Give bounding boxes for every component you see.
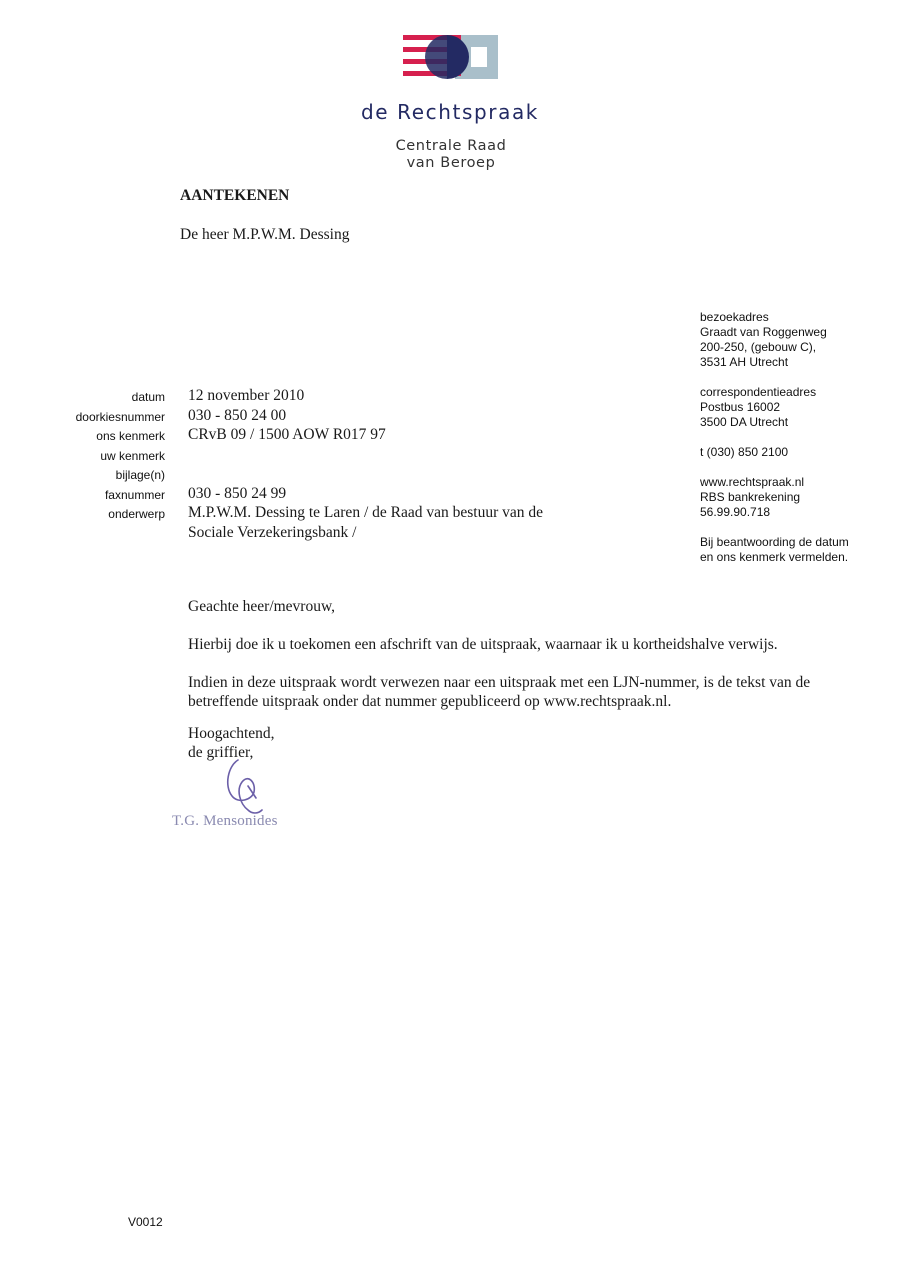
field-value: 030 - 850 24 99 [188,484,287,502]
web-bank-block [700,475,895,520]
org-subtitle-line1: Centrale Raad [395,138,507,154]
field-value: CRvB 09 / 1500 AOW R017 97 [188,426,386,443]
field-value: Sociale Verzekeringsbank / [188,523,357,541]
org-subtitle-line2: van Beroep [406,155,496,171]
field-row-fax [40,484,600,504]
field-row-subject-continued [40,523,600,543]
bank-label: RBS bankrekening [700,490,801,504]
closing-greeting: Hoogachtend, [188,725,275,742]
visit-address [700,310,895,370]
phone: t (030) 850 2100 [700,445,789,459]
document-code: V0012 [128,1215,163,1229]
field-label: doorkiesnummer [75,409,165,424]
rechtspraak-logo-icon [403,33,499,81]
field-label: onderwerp [108,507,165,521]
field-row-date [40,386,600,406]
field-row-subject [40,503,600,523]
field-value: 030 - 850 24 00 [188,406,287,424]
reference-fields [40,386,600,542]
closing-role: de griffier, [188,744,254,761]
field-label: datum [131,390,165,404]
reply-note-line1: Bij beantwoording de datum [700,535,849,549]
signer-name: T.G. Mensonides [172,813,278,829]
field-value: 12 november 2010 [188,387,305,404]
org-subtitle [376,138,526,172]
field-row-your-reference [40,445,600,465]
bank-number: 56.99.90.718 [700,505,771,519]
corr-pobox: Postbus 16002 [700,400,781,414]
registered-mail-label: AANTEKENEN [180,187,290,204]
field-label: uw kenmerk [100,448,165,463]
body-paragraph-2: Indien in deze uitspraak wordt verwezen naar een uitspraak met een LJN-nummer, is de tekst van de betreffende uitspraak onder dat nummer gepubliceerd op www.rechtspraak.nl. [188,674,811,710]
phone-block [700,445,895,460]
reply-note [700,535,895,565]
contact-sidebar [700,310,895,580]
handwritten-signature-icon [218,756,270,818]
corr-city: 3500 DA Utrecht [700,415,789,429]
field-label: bijlage(n) [115,468,165,482]
visit-street: Graadt van Roggenweg [700,325,827,339]
org-name: de Rechtspraak [360,100,539,124]
corr-label: correspondentieadres [700,385,817,399]
addressee: De heer M.P.W.M. Dessing [180,226,350,243]
salutation: Geachte heer/mevrouw, [188,598,336,615]
letter-body [188,597,868,730]
field-label: faxnummer [104,487,165,502]
field-label: ons kenmerk [96,429,165,443]
visit-city: 3531 AH Utrecht [700,355,789,369]
field-value: M.P.W.M. Dessing te Laren / de Raad van bestuur van de [188,504,543,521]
correspondence-address [700,385,895,430]
reply-note-line2: en ons kenmerk vermelden. [700,550,849,564]
visit-number: 200-250, (gebouw C), [700,340,817,354]
field-row-direct-line [40,406,600,426]
visit-label: bezoekadres [700,310,769,324]
field-row-attachments [40,464,600,484]
field-row-our-reference [40,425,600,445]
website-link[interactable]: www.rechtspraak.nl [700,475,805,489]
body-paragraph-1: Hierbij doe ik u toekomen een afschrift van de uitspraak, waarnaar ik u kortheidshalve verwijs. [188,636,778,653]
